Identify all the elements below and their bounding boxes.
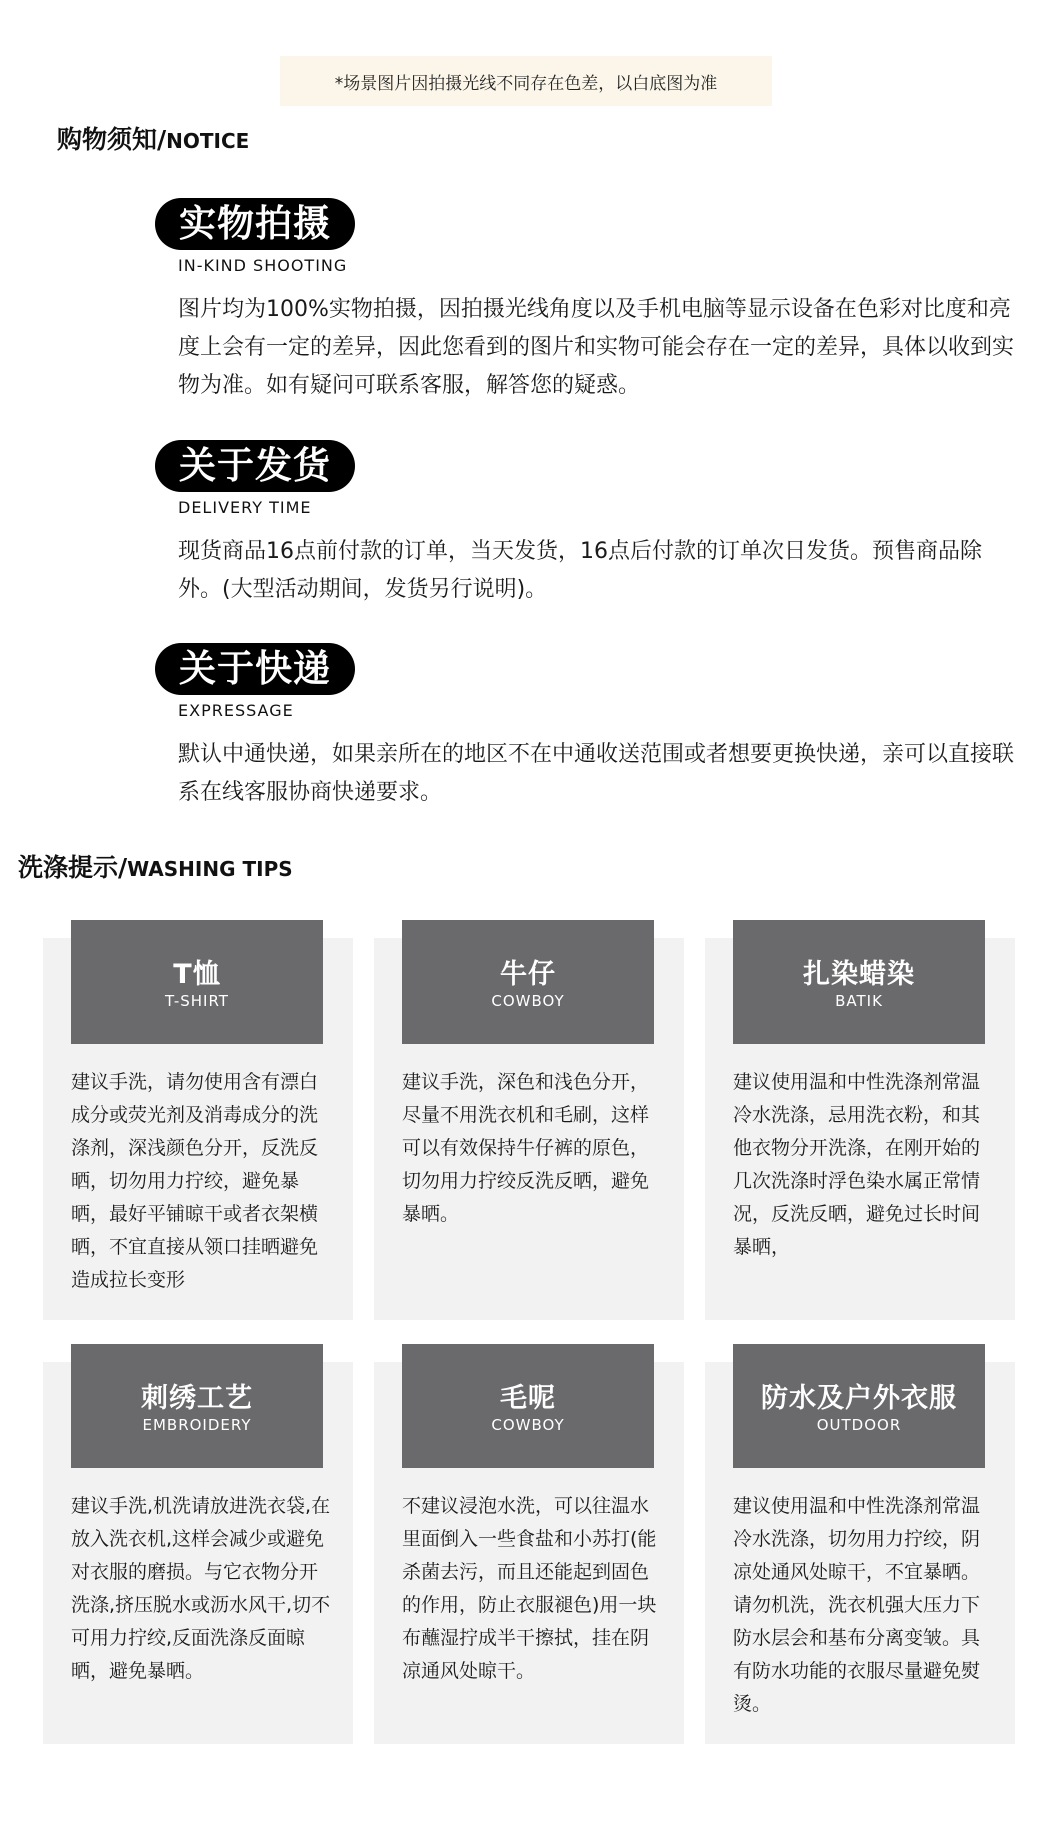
card-body-text: 不建议浸泡水洗，可以往温水里面倒入一些食盐和小苏打(能杀菌去污，而且还能起到固色的作用，防止衣服褪色)用一块布蘸湿拧成半干擦拭，挂在阴凉通风处晾干。 [402,1495,657,1682]
washing-section-title [18,848,293,884]
card-subtitle: OUTDOOR [816,1416,902,1434]
block-title-pill: 实物拍摄 [155,198,355,250]
card-header [733,920,985,1044]
card-subtitle: BATIK [835,992,883,1010]
notice-title-en: NOTICE [166,129,250,153]
card-subtitle: T-SHIRT [165,992,229,1010]
card-title: 扎染蜡染 [803,959,915,990]
washing-card-tshirt [43,938,353,1320]
card-title: 防水及户外衣服 [761,1383,957,1414]
card-header [71,920,323,1044]
washing-card-outdoor [705,1362,1015,1744]
block-title-pill: 关于快递 [155,643,355,695]
card-body-text: 建议手洗,机洗请放进洗衣袋,在放入洗衣机,这样会减少或避免对衣服的磨损。与它衣物分开洗涤,挤压脱水或沥水风干,切不可用力拧绞,反面洗涤反面晾晒，避免暴晒。 [71,1495,331,1682]
notice-block-expressage [155,643,1015,812]
notice-block-in-kind-shooting [155,198,1015,405]
block-body-text: 默认中通快递，如果亲所在的地区不在中通收送范围或者想要更换快递，亲可以直接联系在线客服协商快递要求。 [178,742,1015,805]
card-title: 刺绣工艺 [141,1383,253,1414]
block-subtitle: EXPRESSAGE [178,701,294,720]
card-header [71,1344,323,1468]
washing-title-en: WASHING TIPS [127,857,293,881]
notice-section-title [57,120,249,156]
card-subtitle: EMBROIDERY [142,1416,252,1434]
block-body-text: 图片均为100%实物拍摄，因拍摄光线角度以及手机电脑等显示设备在色彩对比度和亮度上会有一定的差异，因此您看到的图片和实物可能会存在一定的差异，具体以收到实物为准。如有疑问可联系客服，解答您的疑惑。 [178,297,1015,398]
washing-card-wool [374,1362,684,1744]
card-title: 毛呢 [500,1383,556,1414]
notice-title-zh: 购物须知/ [57,125,167,154]
washing-card-embroidery [43,1362,353,1744]
banner-text: *场景图片因拍摄光线不同存在色差，以白底图为准 [334,73,718,94]
block-subtitle: DELIVERY TIME [178,498,312,517]
card-body-text: 建议手洗，请勿使用含有漂白成分或荧光剂及消毒成分的洗涤剂，深浅颜色分开，反洗反晒，切勿用力拧绞，避免暴晒，最好平铺晾干或者衣架横晒，不宜直接从领口挂晒避免造成拉长变形 [71,1071,319,1291]
block-subtitle: IN-KIND SHOOTING [178,256,348,275]
washing-title-zh: 洗涤提示/ [18,853,128,882]
card-title: T恤 [173,959,221,990]
washing-card-batik [705,938,1015,1320]
washing-card-cowboy [374,938,684,1320]
card-title: 牛仔 [500,959,556,990]
card-header [733,1344,985,1468]
card-subtitle: COWBOY [491,1416,565,1434]
block-body-text: 现货商品16点前付款的订单，当天发货，16点后付款的订单次日发货。预售商品除外。(大型活动期间，发货另行说明)。 [178,539,982,602]
color-disclaimer-banner [280,56,772,106]
card-subtitle: COWBOY [491,992,565,1010]
notice-block-delivery-time [155,440,1015,609]
card-body-text: 建议使用温和中性洗涤剂常温冷水洗涤，切勿用力拧绞，阴凉处通风处晾干，不宜暴晒。请勿机洗，洗衣机强大压力下防水层会和基布分离变皱。具有防水功能的衣服尽量避免熨烫。 [733,1495,981,1715]
card-body-text: 建议使用温和中性洗涤剂常温冷水洗涤，忌用洗衣粉，和其他衣物分开洗涤，在刚开始的几次洗涤时浮色染水属正常情况，反洗反晒，避免过长时间暴晒， [733,1071,981,1258]
card-header [402,1344,654,1468]
block-title-pill: 关于发货 [155,440,355,492]
card-body-text: 建议手洗，深色和浅色分开，尽量不用洗衣机和毛刷，这样可以有效保持牛仔裤的原色，切勿用力拧绞反洗反晒，避免暴晒。 [402,1071,650,1225]
card-header [402,920,654,1044]
